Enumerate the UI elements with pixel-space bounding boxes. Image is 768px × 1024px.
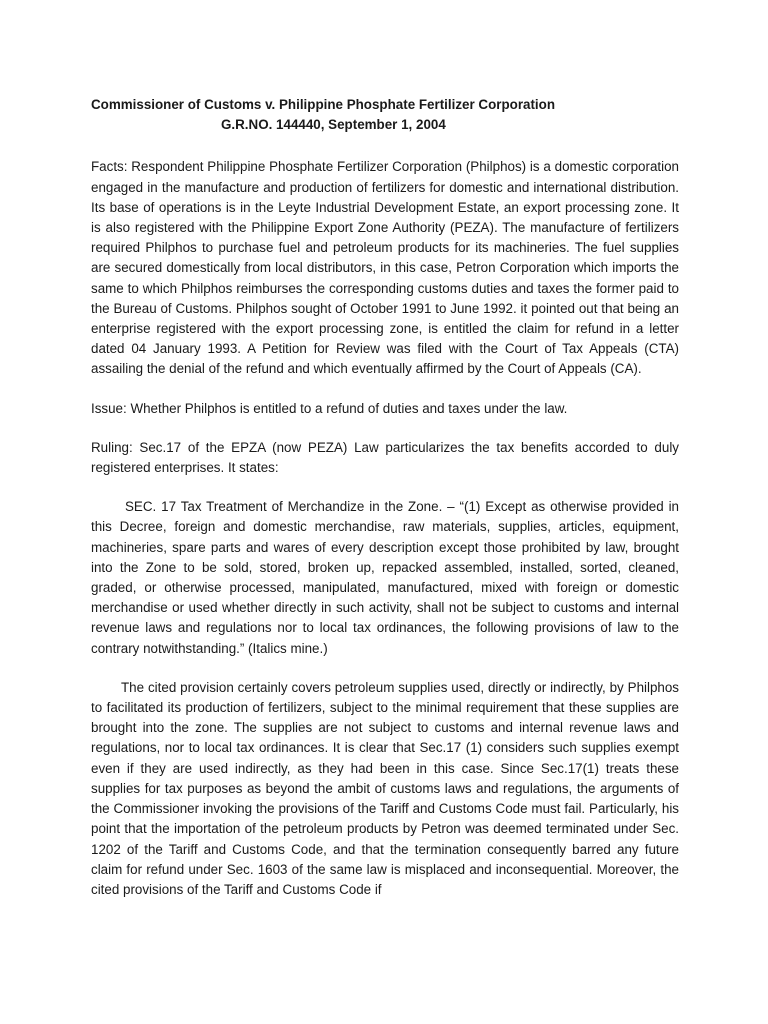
quoted-provision: SEC. 17 Tax Treatment of Merchandize in the Zone. – “(1) Except as otherwise provided in this Decree, foreign and domestic merchandise, raw materials, supplies, articles, equipment, machineries, spare parts and wares of every description except those prohibited by law, brought into the Zone to be sold, stored, broken up, repacked assembled, installed, sorted, cleaned, graded, or otherwise processed, manipulated, manufactured, mixed with foreign or domestic merchandise or used whether directly in such activity, shall not be subject to customs and internal revenue laws and regulations nor to local tax ordinances, the following provisions of law to the contrary notwithstanding.” (Italics mine.) <box>91 499 679 656</box>
document-body <box>91 95 679 900</box>
issue-paragraph: Issue: Whether Philphos is entitled to a refund of duties and taxes under the law. <box>91 400 568 416</box>
ruling-paragraph: Ruling: Sec.17 of the EPZA (now PEZA) Law particularizes the tax benefits accorded to duly registered enterprises. It states: <box>91 439 679 476</box>
case-citation: G.R.NO. 144440, September 1, 2004 <box>221 117 446 133</box>
discussion-paragraph: The cited provision certainly covers petroleum supplies used, directly or indirectly, by Philphos to facilitated its production of fertilizers, subject to the minimal requirement that these supplies are brought into the zone. The supplies are not subject to customs and internal revenue laws and regulations, nor to local tax ordinances. It is clear that Sec.17 (1) considers such supplies exempt even if they are used indirectly, as they had been in this case. Since Sec.17(1) treats these supplies for tax purposes as beyond the ambit of customs laws and regulations, the arguments of the Commissioner invoking the provisions of the Tariff and Customs Code must fail. Particularly, his point that the importation of the petroleum products by Petron was deemed terminated under Sec. 1202 of the Tariff and Customs Code, and that the termination consequently barred any future claim for refund under Sec. 1603 of the same law is misplaced and inconsequential. Moreover, the cited provisions of the Tariff and Customs Code if <box>91 679 679 897</box>
facts-paragraph: Facts: Respondent Philippine Phosphate Fertilizer Corporation (Philphos) is a domestic corporation engaged in the manufacture and production of fertilizers for domestic and international distribution. Its base of operations is in the Leyte Industrial Development Estate, an export processing zone. It is also registered with the Philippine Export Zone Authority (PEZA). The manufacture of fertilizers required Philphos to purchase fuel and petroleum products for its machineries. The fuel supplies are secured domestically from local distributors, in this case, Petron Corporation which imports the same to which Philphos reimburses the corresponding customs duties and taxes the former paid to the Bureau of Customs. Philphos sought of October 1991 to June 1992. it pointed out that being an enterprise registered with the export processing zone, is entitled the claim for refund in a letter dated 04 January 1993. A Petition for Review was filed with the Court of Tax Appeals (CTA) assailing the denial of the refund and which eventually affirmed by the Court of Appeals (CA). <box>91 159 679 377</box>
case-title: Commissioner of Customs v. Philippine Phosphate Fertilizer Corporation <box>91 97 556 112</box>
